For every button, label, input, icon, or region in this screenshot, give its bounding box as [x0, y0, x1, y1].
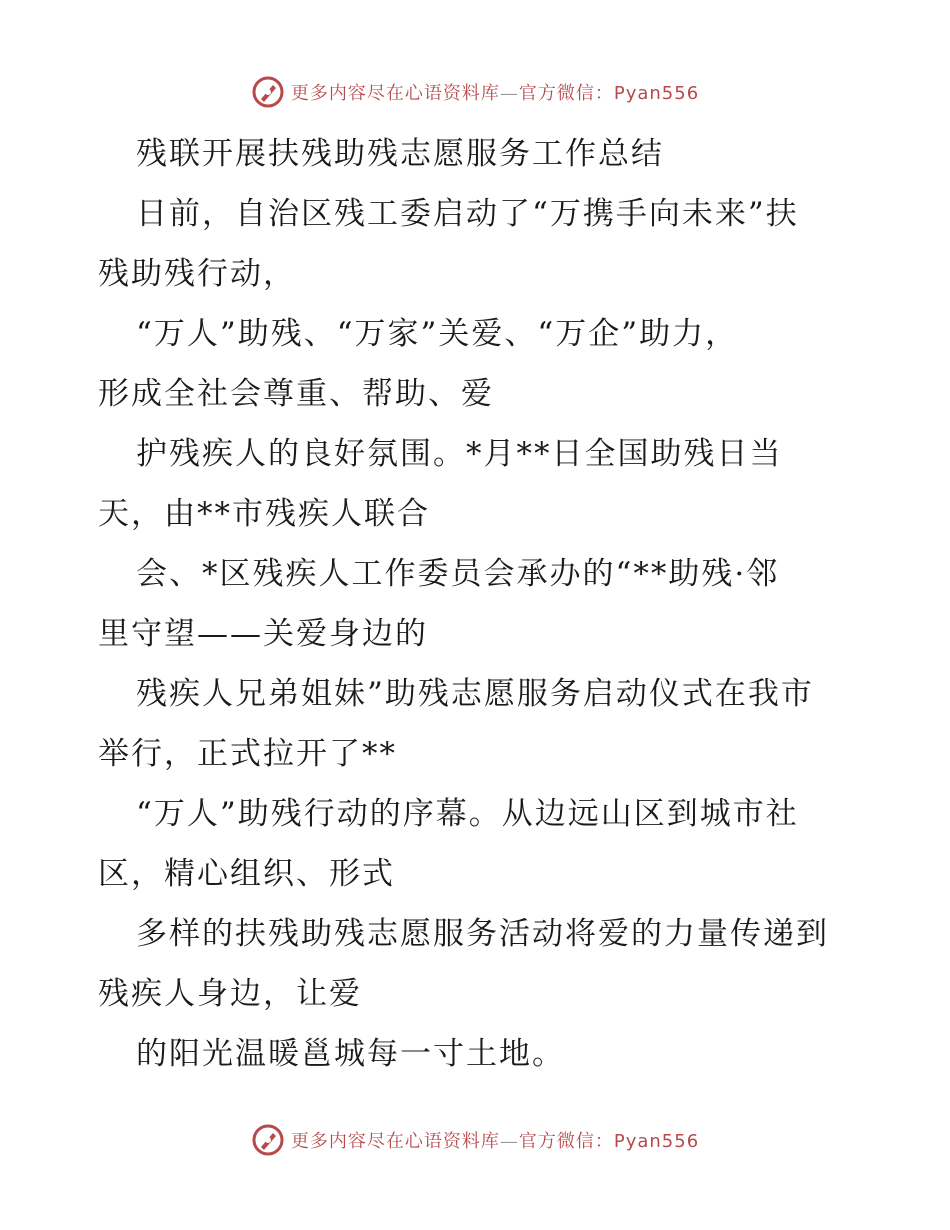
doc-line: 残助残行动，: [98, 256, 296, 292]
footer-banner-text: [291, 1127, 699, 1153]
footer-banner-title: 更多内容尽在心语资料库: [290, 1131, 500, 1152]
header-banner-title: 更多内容尽在心语资料库: [290, 83, 500, 104]
footer-banner-separator: —: [499, 1131, 519, 1152]
doc-line: “万人”助残、“万家”关爱、“万企”助力，: [136, 316, 739, 352]
footer-banner-wechat: 官方微信：Pyan556: [518, 1131, 700, 1152]
doc-line: “万人”助残行动的序幕。从边远山区到城市社: [136, 796, 799, 832]
doc-line: 会、*区残疾人工作委员会承办的“**助残·邻: [136, 556, 780, 592]
document-body: [98, 124, 868, 1084]
footer-banner: [0, 1120, 950, 1160]
doc-line: 天，由**市残疾人联合: [98, 496, 430, 532]
pen-logo-icon: [251, 1123, 285, 1157]
doc-line: 举行，正式拉开了**: [98, 736, 397, 772]
doc-line: 区，精心组织、形式: [98, 856, 395, 892]
doc-line: 多样的扶残助残志愿服务活动将爱的力量传递到: [136, 916, 829, 952]
header-banner-text: [291, 79, 699, 105]
doc-line: 形成全社会尊重、帮助、爱: [98, 376, 494, 412]
doc-line: 日前，自治区残工委启动了“万携手向未来”扶: [136, 196, 799, 232]
pen-logo-icon: [251, 75, 285, 109]
doc-line: 残疾人身边，让爱: [98, 976, 362, 1012]
header-banner-wechat: 官方微信：Pyan556: [518, 83, 700, 104]
doc-title: 残联开展扶残助残志愿服务工作总结: [136, 136, 664, 172]
header-banner: [0, 72, 950, 112]
doc-line: 的阳光温暖邕城每一寸土地。: [136, 1036, 565, 1072]
header-banner-separator: —: [499, 83, 519, 104]
doc-line: 残疾人兄弟姐妹”助残志愿服务启动仪式在我市: [136, 676, 814, 712]
doc-line: 里守望——关爱身边的: [98, 616, 428, 652]
doc-line: 护残疾人的良好氛围。*月**日全国助残日当: [136, 436, 783, 472]
